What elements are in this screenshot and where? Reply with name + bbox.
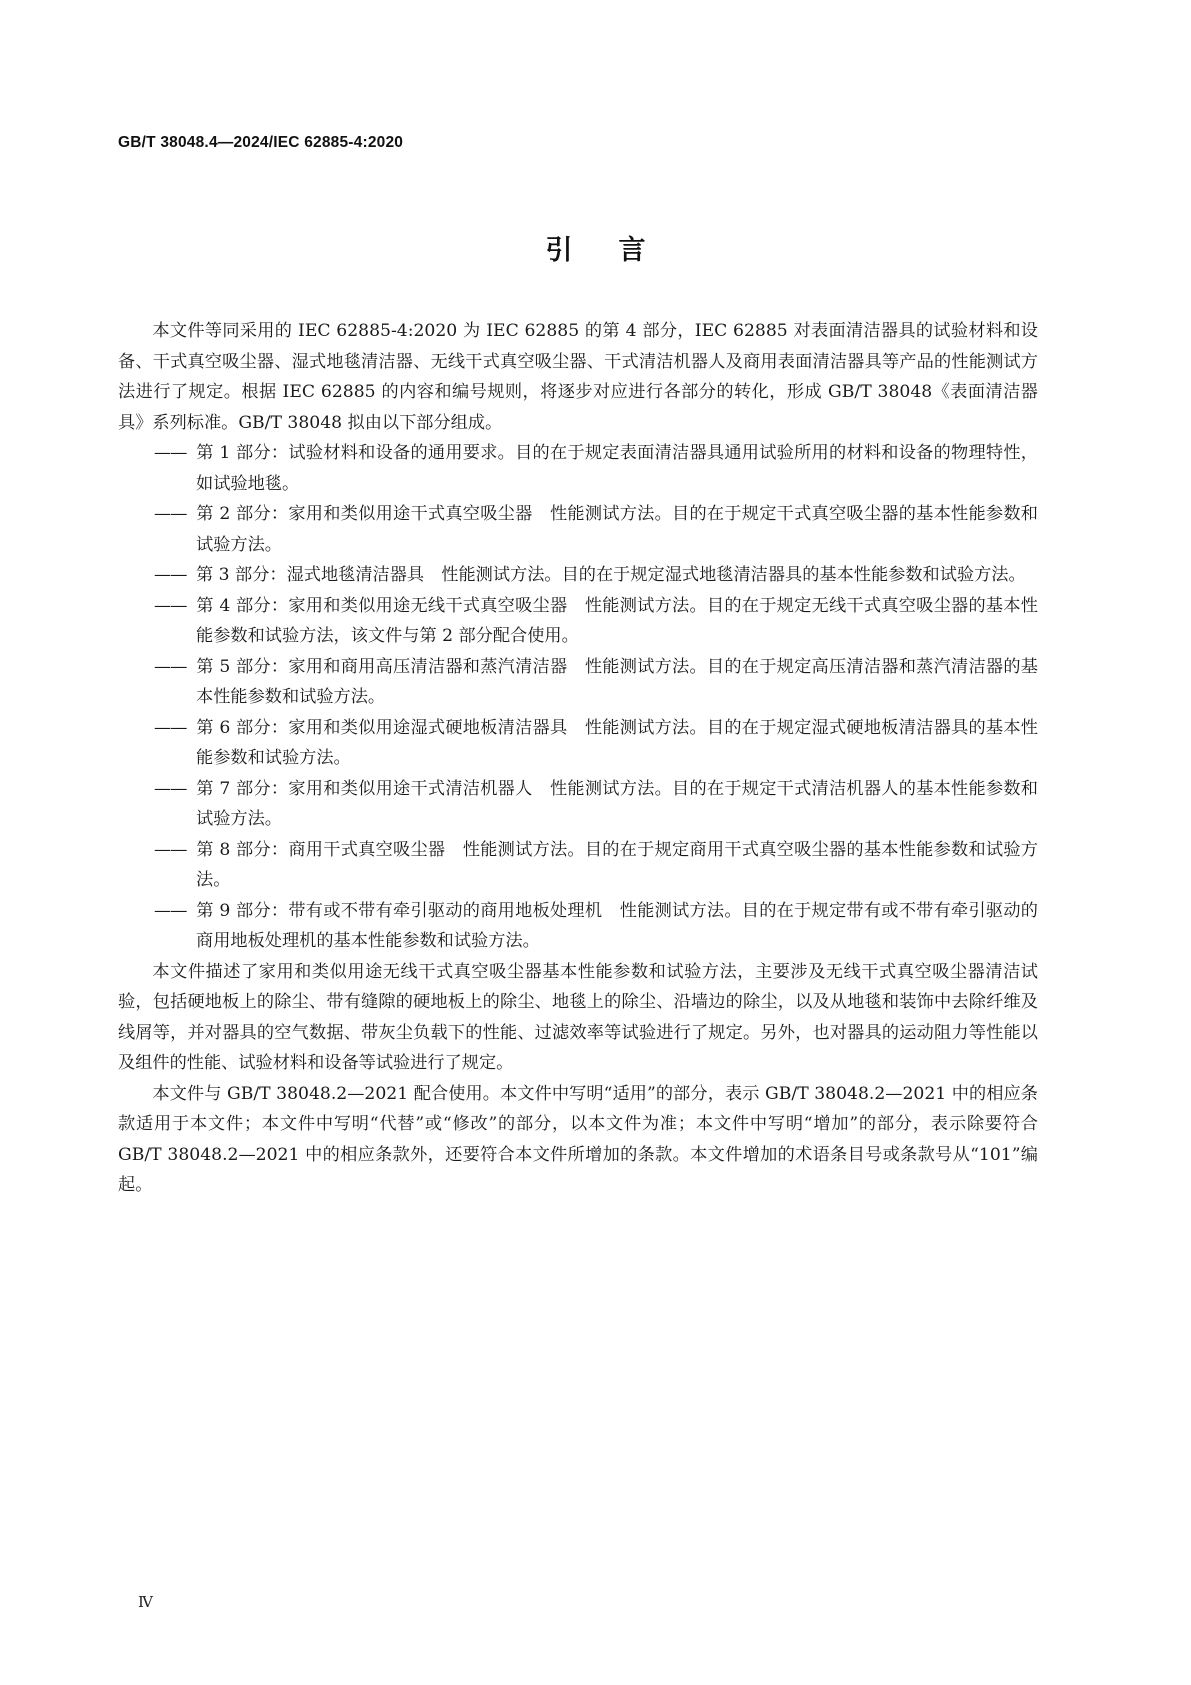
page-title: 引言 [545,235,692,266]
standard-number: GB/T 38048.4—2024/IEC 62885-4:2020 [118,134,404,151]
list-item-text: 第 4 部分：家用和类似用途无线干式真空吸尘器 性能测试方法。目的在于规定无线干式真空吸尘器的基本性能参数和试验方法，该文件与第 2 部分配合使用。 [196,595,1038,646]
list-item [154,591,1038,652]
dash-marker: —— [154,565,187,585]
scope-paragraph: 本文件描述了家用和类似用途无线干式真空吸尘器基本性能参数和试验方法，主要涉及无线干式真空吸尘器清洁试验，包括硬地板上的除尘、带有缝隙的硬地板上的除尘、地毯上的除尘、沿墙边的除尘，以及从地毯和装饰中去除纤维及线屑等，并对器具的空气数据、带灰尘负载下的性能、过滤效率等试验进行了规定。另外，也对器具的运动阻力等性能以及组件的性能、试验材料和设备等试验进行了规定。 [118,961,1038,1073]
dash-marker: —— [154,839,187,860]
document-body [118,316,1038,1201]
list-item [154,835,1038,896]
list-item [154,438,1038,499]
parts-list [118,438,1038,957]
list-item [154,560,1038,591]
intro-paragraph: 本文件等同采用的 IEC 62885-4:2020 为 IEC 62885 的第 4 部分，IEC 62885 对表面清洁器具的试验材料和设备、干式真空吸尘器、湿式地毯清洁器、无线干式真空吸尘器、干式清洁机器人及商用表面清洁器具等产品的性能测试方法进行了规定。根据 IEC 62885 的内容和编号规则，将逐步对应进行各部分的转化，形成 GB/T 38048《表面清洁器具》系列标准。GB/T 38048 拟由以下部分组成。 [118,321,1038,433]
list-item-text: 第 7 部分：家用和类似用途干式清洁机器人 性能测试方法。目的在于规定干式清洁机器人的基本性能参数和试验方法。 [196,778,1038,829]
list-item [154,896,1038,957]
list-item-text: 第 8 部分：商用干式真空吸尘器 性能测试方法。目的在于规定商用干式真空吸尘器的基本性能参数和试验方法。 [196,839,1038,890]
dash-marker: —— [154,595,187,616]
list-item [154,774,1038,835]
list-item-text: 第 3 部分：湿式地毯清洁器具 性能测试方法。目的在于规定湿式地毯清洁器具的基本性能参数和试验方法。 [196,565,1026,585]
list-item-text: 第 1 部分：试验材料和设备的通用要求。目的在于规定表面清洁器具通用试验所用的材料和设备的物理特性，如试验地毯。 [196,443,1038,494]
list-item-text: 第 2 部分：家用和类似用途干式真空吸尘器 性能测试方法。目的在于规定干式真空吸尘器的基本性能参数和试验方法。 [196,504,1038,555]
dash-marker: —— [154,900,187,921]
list-item-text: 第 6 部分：家用和类似用途湿式硬地板清洁器具 性能测试方法。目的在于规定湿式硬地板清洁器具的基本性能参数和试验方法。 [196,717,1038,768]
dash-marker: —— [154,717,187,738]
list-item-text: 第 9 部分：带有或不带有牵引驱动的商用地板处理机 性能测试方法。目的在于规定带有或不带有牵引驱动的商用地板处理机的基本性能参数和试验方法。 [196,900,1038,951]
list-item [154,713,1038,774]
list-item [154,652,1038,713]
dash-marker: —— [154,504,187,524]
dash-marker: —— [154,443,187,463]
page-number: Ⅳ [138,1593,153,1611]
dash-marker: —— [154,778,187,799]
usage-paragraph: 本文件与 GB/T 38048.2—2021 配合使用。本文件中写明“适用”的部分，表示 GB/T 38048.2—2021 中的相应条款适用于本文件；本文件中写明“代替”或“修改”的部分，以本文件为准；本文件中写明“增加”的部分，表示除要符合 GB/T 38048.2—2021 中的相应条款外，还要符合本文件所增加的条款。本文件增加的术语条目号或条款号从“101”编起。 [118,1083,1038,1195]
list-item-text: 第 5 部分：家用和商用高压清洁器和蒸汽清洁器 性能测试方法。目的在于规定高压清洁器和蒸汽清洁器的基本性能参数和试验方法。 [196,656,1038,707]
dash-marker: —— [154,656,187,677]
list-item [154,499,1038,560]
